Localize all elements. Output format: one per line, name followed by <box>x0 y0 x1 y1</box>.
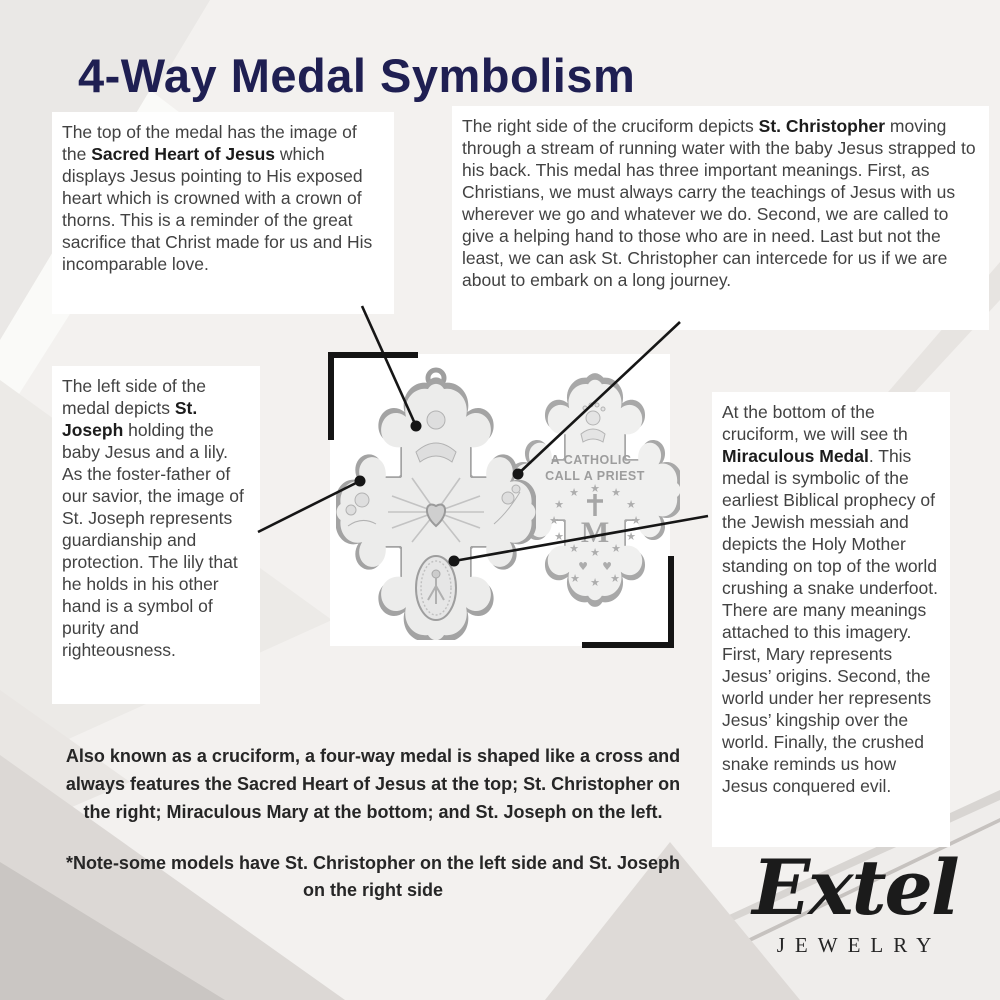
svg-text:★: ★ <box>554 530 564 543</box>
svg-text:★: ★ <box>554 498 564 511</box>
annotation-miraculous-medal: At the bottom of the cruciform, we will see th Miraculous Medal. This medal is symbolic of the earliest Biblical prophecy of the Jewish messiah and depicts the Holy Mother standing on top of the world crushing a snake underfoot. There are many meanings attached to this imagery. First, Mary represents Jesus’ origins. Second, the world under her represents Jesus’ kingship over the world. Finally, the crushed snake reminds us how Jesus conquered evil. <box>712 392 950 847</box>
footer-summary: Also known as a cruciform, a four-way medal is shaped like a cross and always features the Sacred Heart of Jesus at the top; St. Christopher on the right; Miraculous Mary at the bottom; and St. Joseph on the left. <box>65 746 681 822</box>
annotation-st-joseph: The left side of the medal depicts St. Joseph holding the baby Jesus and a lily. As the foster-father of our savior, the image of St. Joseph represents guardianship and protection. The lily that he holds in his other hand is a symbol of purity and righteousness. <box>52 366 260 704</box>
svg-text:★: ★ <box>611 486 621 499</box>
svg-text:★: ★ <box>631 514 641 527</box>
medal-back-text-line1: A CATHOLIC <box>550 453 632 467</box>
brand-name: Extel <box>752 843 958 932</box>
footer-summary-block <box>55 742 691 904</box>
medal-back-text-line2: CALL A PRIEST <box>545 469 645 483</box>
page-title: 4-Way Medal Symbolism <box>78 49 636 102</box>
medal-photo <box>330 354 670 646</box>
svg-text:★: ★ <box>590 482 600 495</box>
svg-text:★: ★ <box>569 542 579 555</box>
svg-text:★: ★ <box>610 572 620 585</box>
miraculous-oval-engraving <box>416 556 456 620</box>
footer-note: *Note-some models have St. Christopher on the left side and St. Joseph on the right side <box>65 853 681 900</box>
svg-text:★: ★ <box>611 542 621 555</box>
svg-text:★: ★ <box>590 576 600 589</box>
front-medal-illustration <box>336 362 536 640</box>
svg-text:♥: ♥ <box>578 560 588 573</box>
svg-text:★: ★ <box>626 498 636 511</box>
svg-text:♥: ♥ <box>602 560 612 573</box>
svg-text:★: ★ <box>549 514 559 527</box>
annotation-st-christopher: The right side of the cruciform depicts St. Christopher moving through a stream of running water with the baby Jesus strapped to his back. This medal has three important meanings. First, as Christians, we must always carry the teachings of Jesus with us wherever we go and whatever we do. Second, we are called to give a helping hand to those who are in need. Last but not the least, we can ask St. Christopher can intercede for us if we are about to embark on a long journey. <box>452 106 989 330</box>
brand-subtitle: JEWELRY <box>776 933 942 957</box>
m-monogram-letter: M <box>580 516 610 549</box>
brand-logo <box>735 845 975 958</box>
svg-text:★: ★ <box>569 486 579 499</box>
svg-text:★: ★ <box>626 530 636 543</box>
svg-text:★: ★ <box>570 572 580 585</box>
annotation-sacred-heart: The top of the medal has the image of the Sacred Heart of Jesus which displays Jesus pointing to His exposed heart which is crowned with a crown of thorns. This is a reminder of the great sacrifice that Christ made for us and His incomparable love. <box>52 112 394 314</box>
svg-text:★: ★ <box>590 546 600 559</box>
